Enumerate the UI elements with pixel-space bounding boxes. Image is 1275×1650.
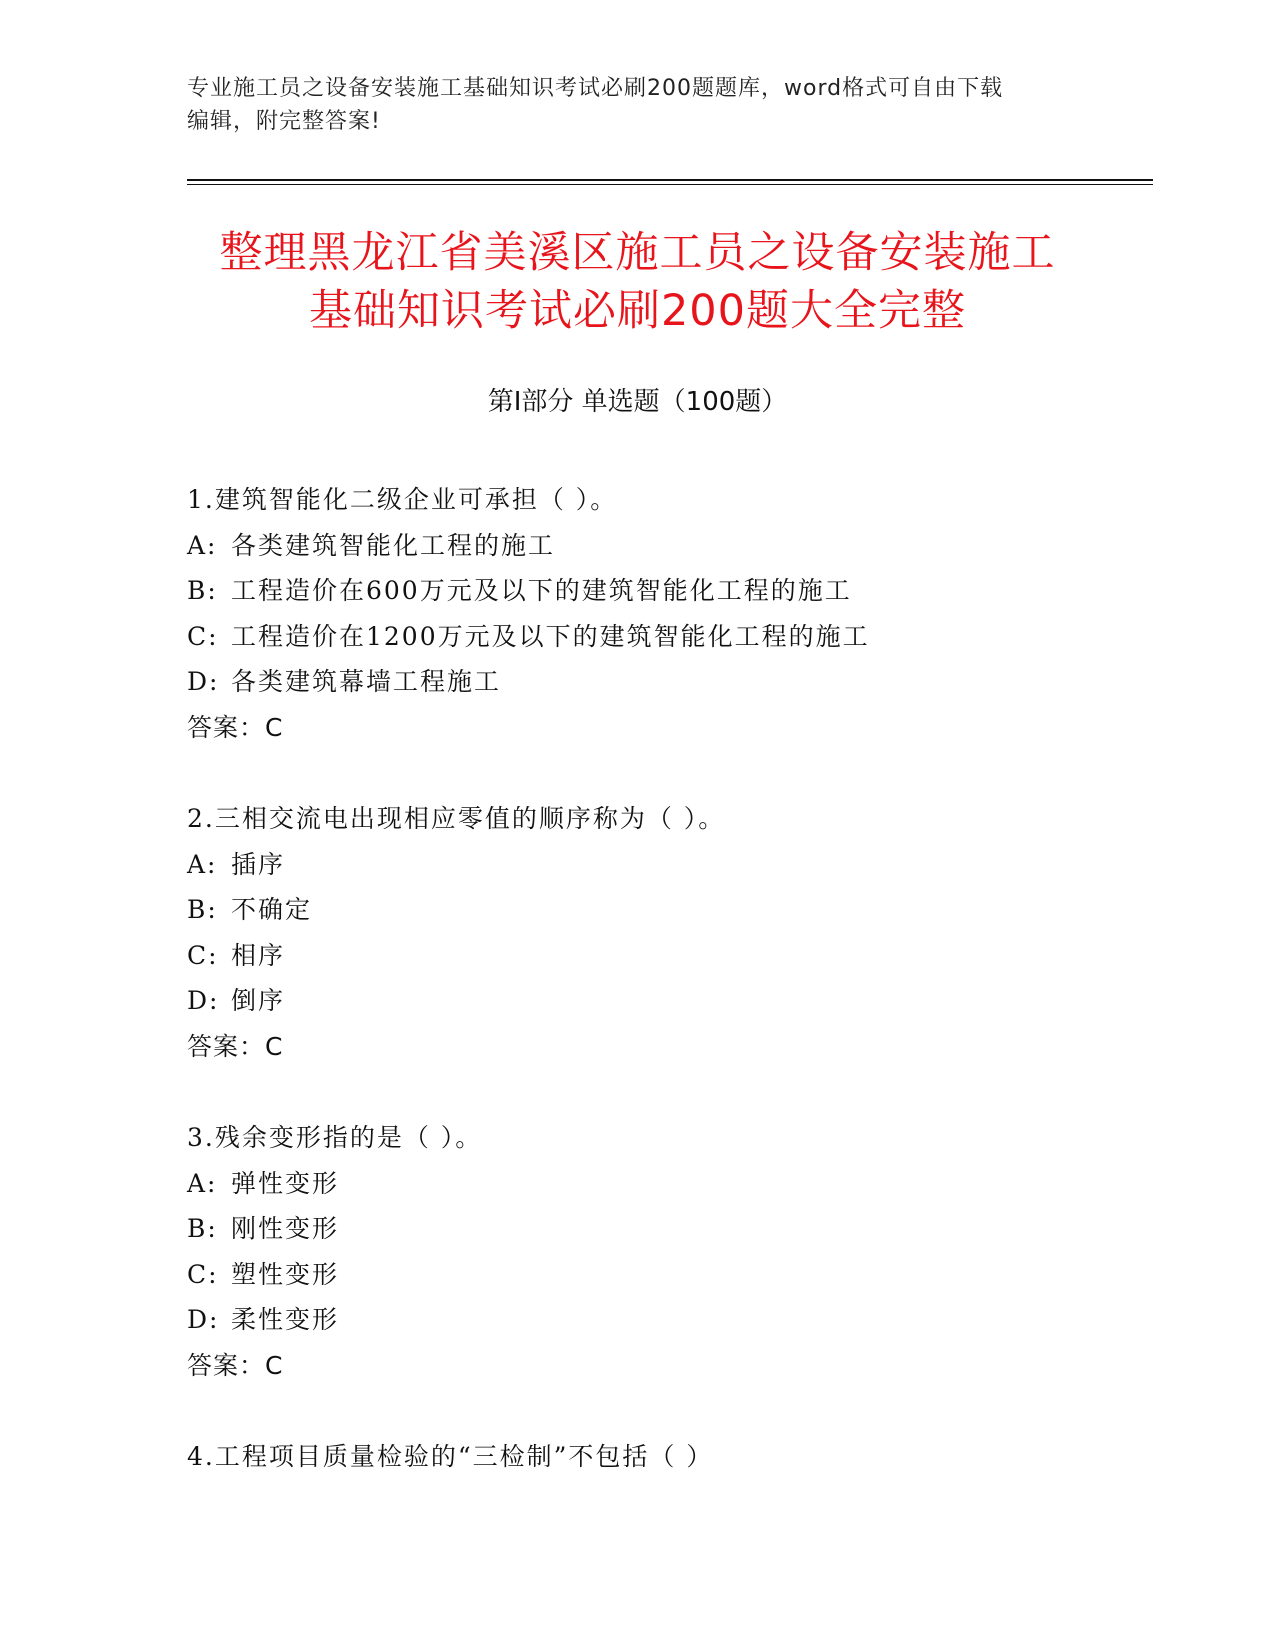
answer-label: 答案： [187,1350,266,1380]
option-d [187,978,1137,1024]
answer-value: C [265,712,284,742]
question-1 [187,477,1137,750]
header-note [187,72,1067,138]
option-text: 倒序 [231,986,286,1015]
option-b [187,1206,1137,1252]
question-stem: 4.工程项目质量检验的“三检制”不包括（ ） [187,1442,714,1471]
question-stem: 2.三相交流电出现相应零值的顺序称为（ ）。 [187,804,726,833]
option-c [187,1252,1137,1298]
option-letter: C: [187,940,219,970]
document-title [150,224,1125,340]
option-letter: C: [187,621,219,651]
answer-value: C [265,1031,284,1061]
option-text: 插序 [231,849,286,879]
option-letter: C: [187,1259,219,1289]
option-text: 工程造价在1200万元及以下的建筑智能化工程的施工 [231,621,870,651]
option-letter: A: [187,1168,218,1198]
option-b [187,887,1137,933]
header-note-line-2: 编辑，附完整答案! [187,109,381,134]
document-title-line-1: 整理黑龙江省美溪区施工员之设备安装施工 [219,228,1056,278]
answer-label: 答案： [187,712,266,742]
question-list [187,477,1137,1526]
option-letter: B: [187,1214,218,1243]
header-divider-thin [187,184,1153,185]
option-a [187,1161,1137,1207]
option-d [187,659,1137,705]
question-stem: 1.建筑智能化二级企业可承担（ ）。 [187,485,618,514]
option-text: 塑性变形 [231,1259,340,1289]
document-title-line-2: 基础知识考试必刷200题大全完整 [308,286,967,336]
option-text: 弹性变形 [231,1168,340,1198]
section-title: 第Ⅰ部分 单选题（100题） [487,387,788,417]
header-note-line-1: 专业施工员之设备安装施工基础知识考试必刷200题题库，word格式可自由下载 [187,76,1004,101]
option-letter: D: [187,1305,220,1334]
option-b [187,568,1137,614]
option-a [187,523,1137,569]
header-divider-thick [187,179,1153,181]
option-text: 刚性变形 [231,1214,340,1243]
option-letter: B: [187,895,218,924]
option-a [187,842,1137,888]
option-letter: D: [187,667,220,696]
option-text: 各类建筑智能化工程的施工 [231,530,556,560]
option-text: 相序 [231,940,286,970]
question-3 [187,1115,1137,1388]
answer-line [187,705,1137,751]
option-c [187,933,1137,979]
answer-line [187,1343,1137,1389]
question-stem: 3.残余变形指的是（ ）。 [187,1123,483,1152]
option-letter: A: [187,530,218,560]
question-4 [187,1434,1137,1480]
option-letter: D: [187,986,220,1015]
option-text: 各类建筑幕墙工程施工 [231,667,502,696]
option-text: 柔性变形 [231,1305,340,1334]
option-d [187,1297,1137,1343]
answer-value: C [265,1350,284,1380]
question-2 [187,796,1137,1069]
answer-line [187,1024,1137,1070]
option-text: 不确定 [231,895,313,924]
option-text: 工程造价在600万元及以下的建筑智能化工程的施工 [231,576,852,605]
option-letter: B: [187,576,218,605]
answer-label: 答案： [187,1031,266,1061]
option-c [187,614,1137,660]
option-letter: A: [187,849,218,879]
